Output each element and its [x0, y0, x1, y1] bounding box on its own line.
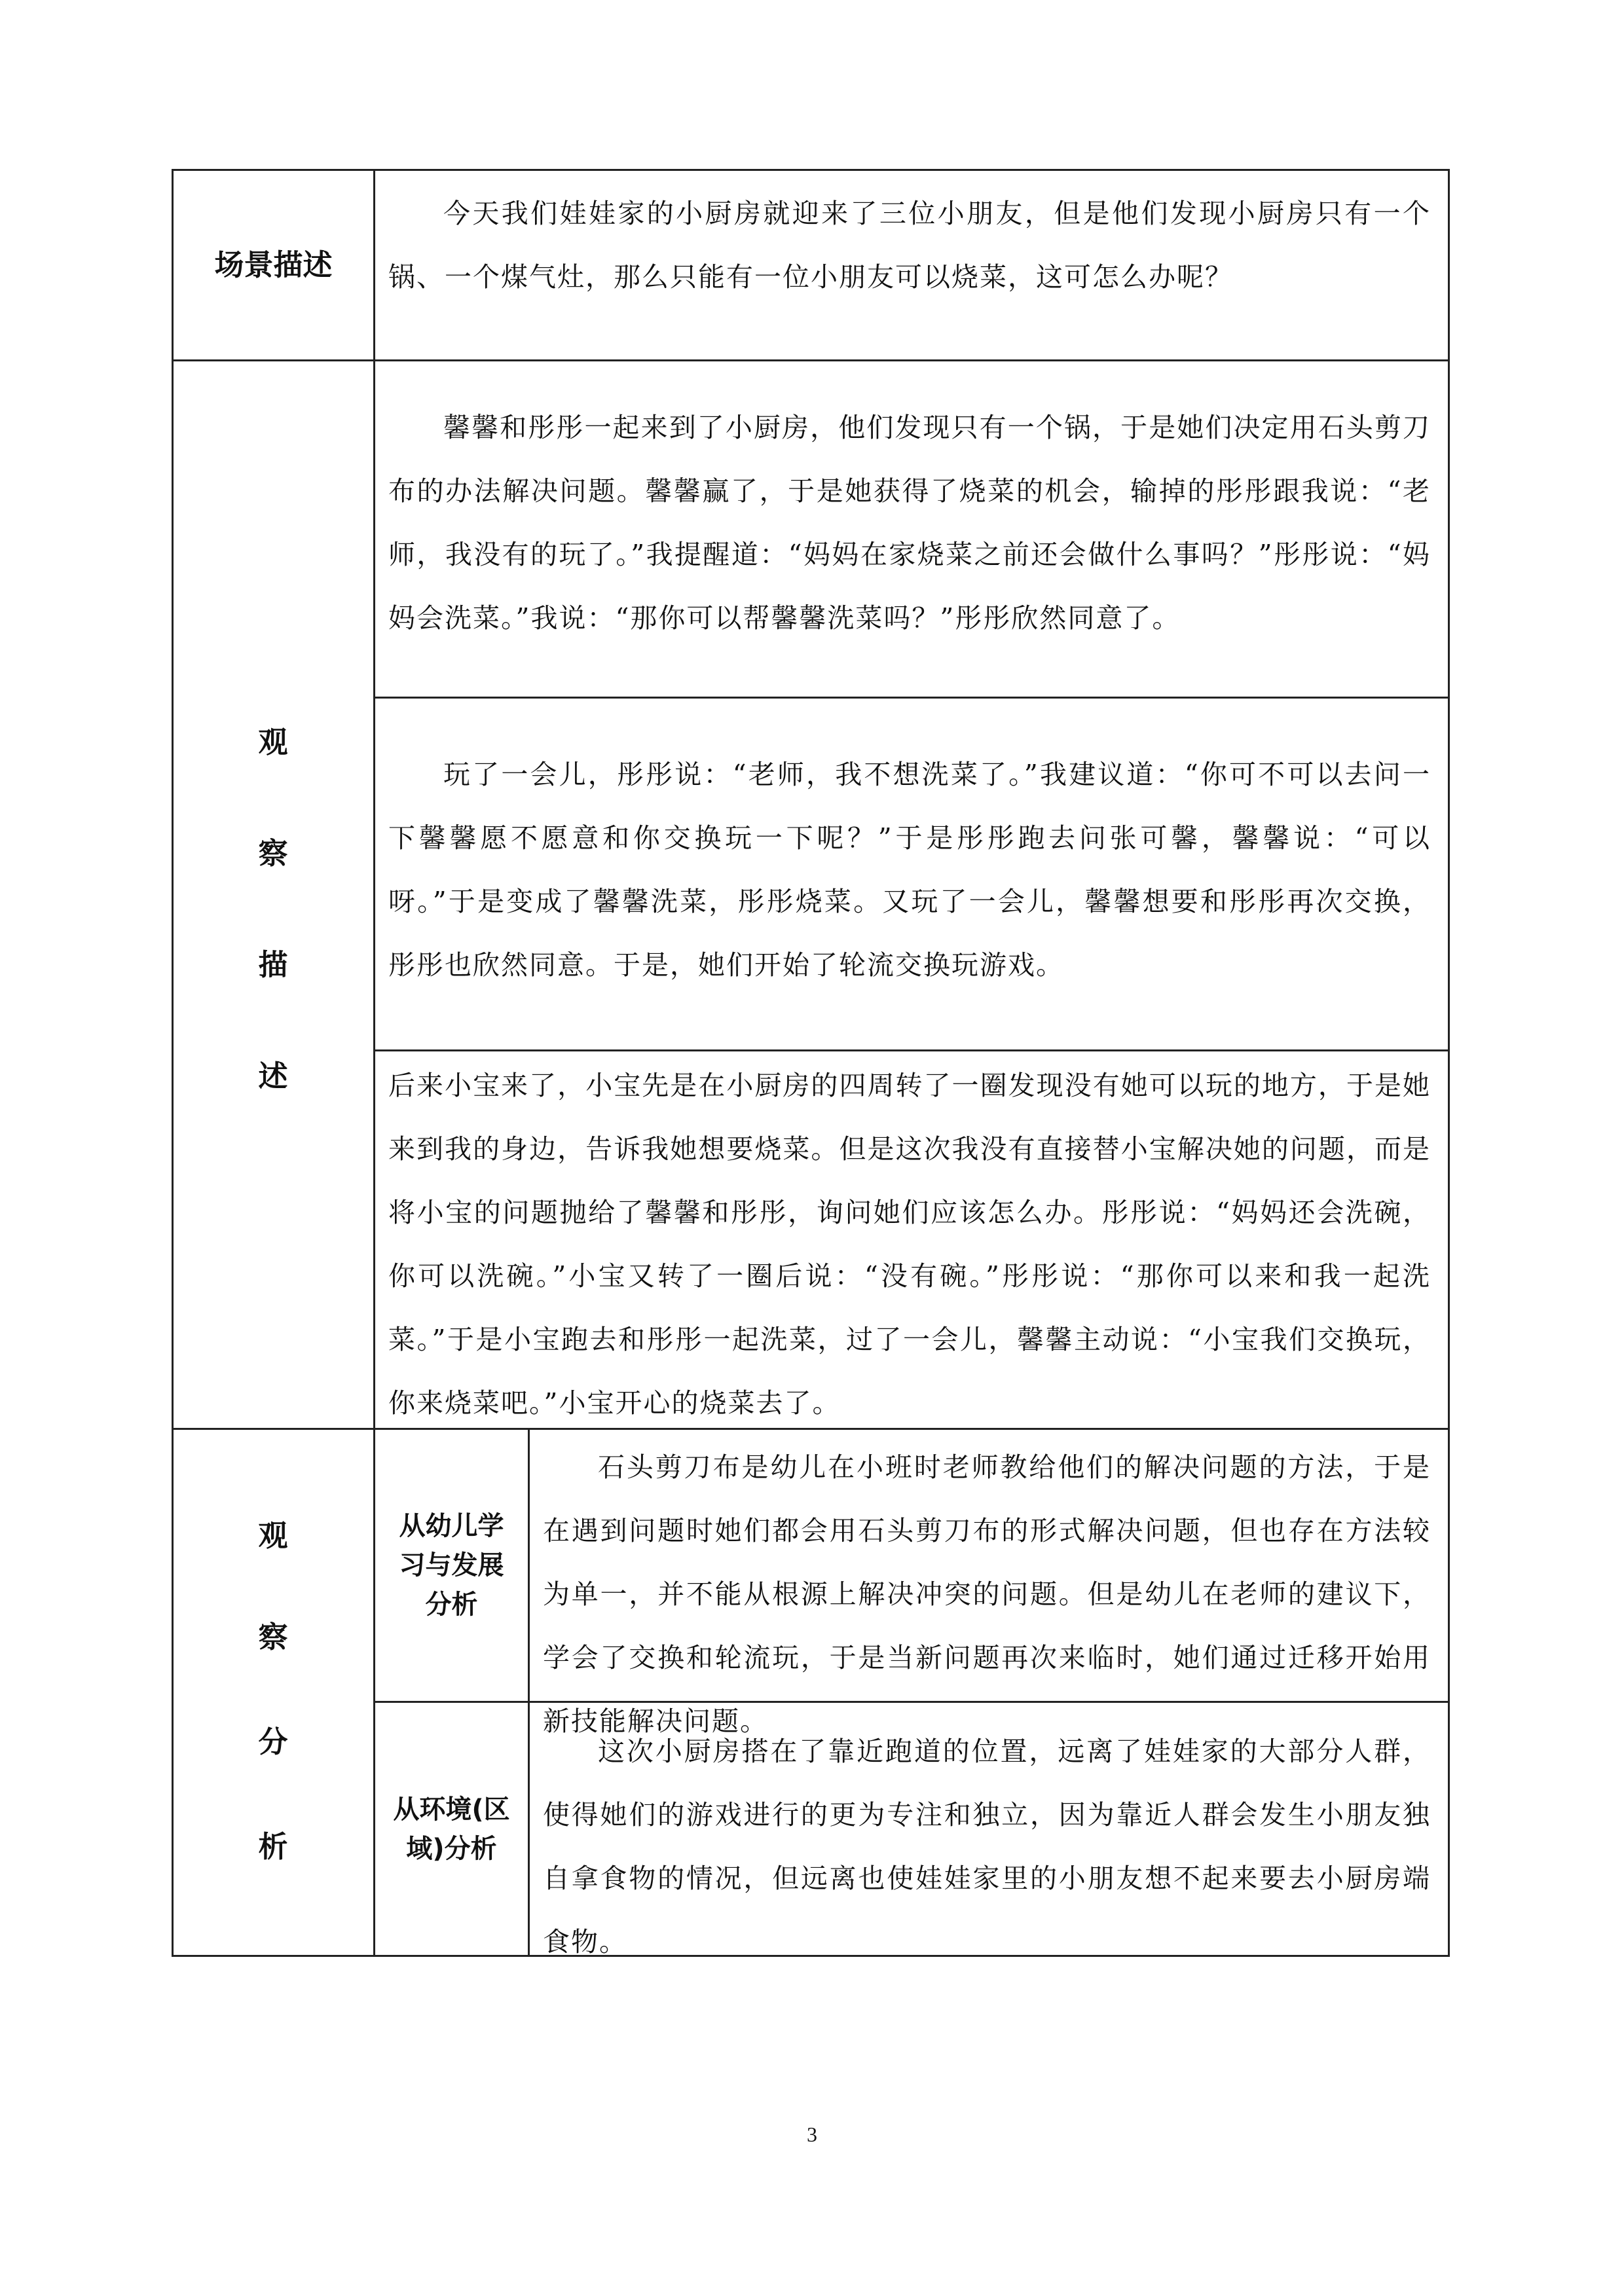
analysis-label-char-3: 分 — [258, 1724, 288, 1759]
analysis-sublabel-1-line-1: 从幼儿学 — [399, 1511, 504, 1541]
analysis-sublabel-2-cell — [375, 1703, 528, 1955]
analysis-label-char-1: 观 — [258, 1518, 288, 1553]
analysis-text-2: 这次小厨房搭在了靠近跑道的位置，远离了娃娃家的大部分人群，使得她们的游戏进行的更为专注和独立，因为靠近人群会发生小朋友独自拿食物的情况，但远离也使娃娃家里的小朋友想不起来要去小厨房端食物。 — [543, 1736, 1431, 1958]
observation-paragraph-1-cell — [375, 396, 1448, 650]
analysis-label-cell — [174, 1430, 373, 1955]
observation-paragraph-3: 后来小宝来了，小宝先是在小厨房的四周转了一圈发现没有她可以玩的地方，于是她来到我的身边，告诉我她想要烧菜。但是这次我没有直接替小宝解决她的问题，而是将小宝的问题抛给了馨馨和彤彤，询问她们应该怎么办。彤彤说：“妈妈还会洗碗，你可以洗碗。”小宝又转了一圈后说：“没有碗。”彤彤说：“那你可以来和我一起洗菜。”于是小宝跑去和彤彤一起洗菜，过了一会儿，馨馨主动说：“小宝我们交换玩，你来烧菜吧。”小宝开心的烧菜去了。 — [388, 1070, 1431, 1419]
observation-divider-1 — [373, 697, 1450, 699]
observation-divider-2 — [373, 1049, 1450, 1051]
observation-paragraph-2: 玩了一会儿，彤彤说：“老师，我不想洗菜了。”我建议道：“你可不可以去问一下馨馨愿不愿意和你交换玩一下呢？”于是彤彤跑去问张可馨，馨馨说：“可以呀。”于是变成了馨馨洗菜，彤彤烧菜。又玩了一会儿，馨馨想要和彤彤再次交换，彤彤也欣然同意。于是，她们开始了轮流交换玩游戏。 — [388, 759, 1431, 981]
page-number: 3 — [807, 2123, 817, 2146]
observation-label-char-3: 描 — [258, 947, 288, 982]
analysis-sublabel-2-line-1: 从环境(区 — [393, 1794, 510, 1825]
analysis-text-1: 石头剪刀布是幼儿在小班时老师教给他们的解决问题的方法，于是在遇到问题时她们都会用石头剪刀布的形式解决问题，但也存在方法较为单一，并不能从根源上解决冲突的问题。但是幼儿在老师的建议下，学会了交换和轮流玩，于是当新问题再次来临时，她们通过迁移开始用新技能解决问题。 — [543, 1451, 1431, 1737]
analysis-sublabel-1-line-3: 分析 — [425, 1590, 478, 1620]
observation-label-cell — [174, 361, 373, 1428]
analysis-text-1-cell — [530, 1436, 1448, 1753]
analysis-sublabel-1-line-2: 习与发展 — [399, 1550, 504, 1580]
table-border-right — [1448, 169, 1450, 1957]
observation-paragraph-1: 馨馨和彤彤一起来到了小厨房，他们发现只有一个锅，于是她们决定用石头剪刀布的办法解决问题。馨馨赢了，于是她获得了烧菜的机会，输掉的彤彤跟我说：“老师，我没有的玩了。”我提醒道：“妈妈在家烧菜之前还会做什么事吗？”彤彤说：“妈妈会洗菜。”我说：“那你可以帮馨馨洗菜吗？”彤彤欣然同意了。 — [388, 412, 1431, 634]
analysis-text-2-cell — [530, 1720, 1448, 1974]
scene-label-cell — [174, 171, 373, 359]
observation-label-char-1: 观 — [258, 725, 288, 759]
analysis-label-char-2: 察 — [258, 1620, 288, 1654]
scene-label: 场景描述 — [214, 247, 333, 282]
scene-text-cell — [375, 182, 1448, 309]
analysis-sublabel-1-cell — [375, 1430, 528, 1701]
observation-label-char-4: 述 — [258, 1059, 288, 1093]
observation-label-char-2: 察 — [258, 836, 288, 871]
analysis-label-char-4: 析 — [258, 1829, 288, 1864]
observation-paragraph-2-cell — [375, 743, 1448, 997]
observation-paragraph-3-cell — [375, 1054, 1448, 1435]
analysis-sublabel-2-line-2: 域)分析 — [406, 1833, 497, 1864]
scene-text: 今天我们娃娃家的小厨房就迎来了三位小朋友，但是他们发现小厨房只有一个锅、一个煤气灶，那么只能有一位小朋友可以烧菜，这可怎么办呢？ — [388, 198, 1431, 293]
